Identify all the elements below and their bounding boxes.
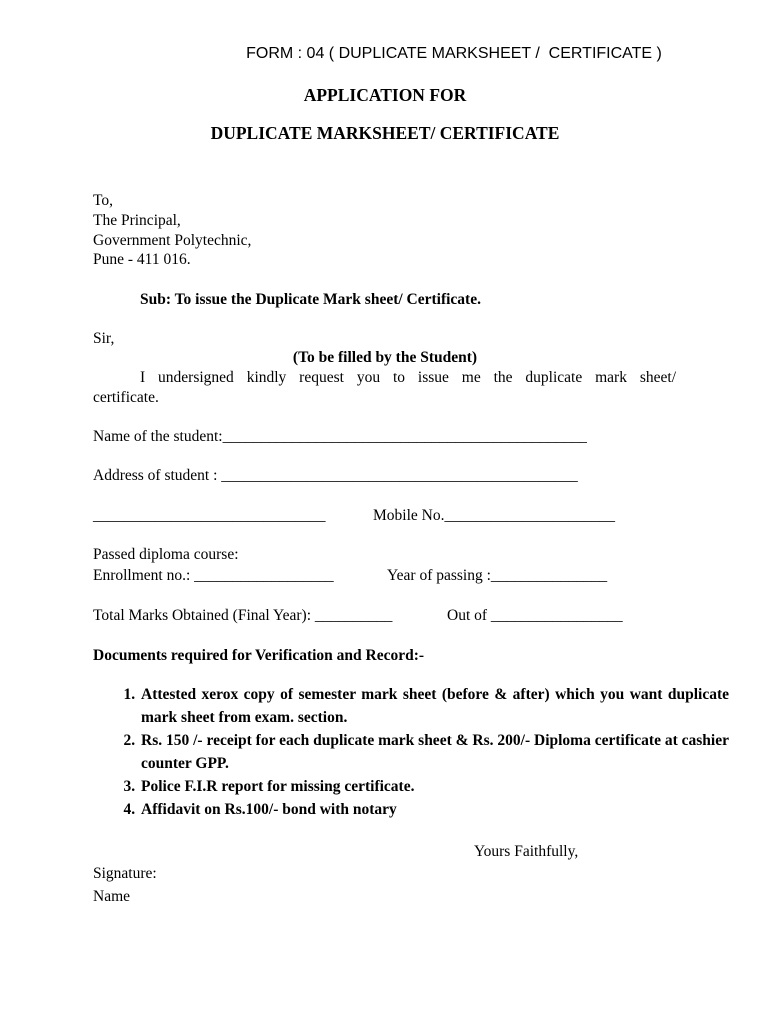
address-to: To, — [93, 192, 114, 209]
list-item: 2. Rs. 150 /- receipt for each duplicate mark sheet & Rs. 200/- Diploma certificate at cashier counter GPP. — [139, 729, 729, 775]
subject-line: Sub: To issue the Duplicate Mark sheet/ Certificate. — [140, 291, 481, 308]
student-address-field[interactable]: Address of student : ______________________________________________ — [93, 467, 578, 484]
passed-course-label: Passed diploma course: — [93, 546, 239, 563]
student-address-continued-field[interactable]: ______________________________ — [93, 507, 326, 524]
request-line-2: certificate. — [93, 389, 159, 406]
signature-label: Signature: — [93, 865, 157, 882]
address-line-2: Government Polytechnic, — [93, 232, 252, 249]
address-line-3: Pune - 411 016. — [93, 251, 191, 268]
title-line-1: APPLICATION FOR — [303, 85, 467, 105]
list-item: 1. Attested xerox copy of semester mark sheet (before & after) which you want duplicate mark sheet from exam. section. — [139, 683, 729, 729]
form-code: FORM : 04 ( DUPLICATE MARKSHEET / CERTIFICATE ) — [246, 45, 662, 62]
documents-heading: Documents required for Verification and Record:- — [93, 647, 425, 664]
salutation: Sir, — [93, 330, 115, 347]
enrollment-number-field[interactable]: Enrollment no.: __________________ — [93, 567, 334, 584]
address-line-1: The Principal, — [93, 212, 181, 229]
title-line-2: DUPLICATE MARKSHEET/ CERTIFICATE — [210, 123, 560, 143]
mobile-number-field[interactable]: Mobile No.______________________ — [373, 507, 615, 524]
list-item: 3. Police F.I.R report for missing certificate. — [139, 775, 729, 798]
total-marks-field[interactable]: Total Marks Obtained (Final Year): __________ — [93, 607, 393, 624]
out-of-field[interactable]: Out of _________________ — [447, 607, 623, 624]
filled-by-note: (To be filled by the Student) — [292, 349, 478, 366]
yours-faithfully: Yours Faithfully, — [474, 843, 579, 860]
student-name-field[interactable]: Name of the student:_______________________________________________ — [93, 428, 587, 445]
request-line-1: I undersigned kindly request you to issue me the duplicate mark sheet/ — [140, 369, 676, 386]
year-of-passing-field[interactable]: Year of passing :_______________ — [387, 567, 608, 584]
list-item: 4. Affidavit on Rs.100/- bond with notary — [139, 798, 729, 821]
name-label: Name — [93, 888, 131, 905]
documents-list — [93, 683, 729, 821]
